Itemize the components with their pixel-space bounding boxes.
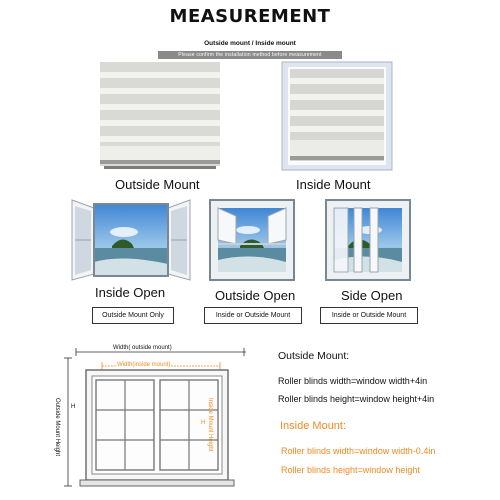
- outside-mount-width-rule: Roller blinds width=window width+4in: [278, 376, 428, 386]
- inside-open-window-illustration: [72, 198, 190, 280]
- window-open-label-side: Side Open: [341, 288, 403, 303]
- inside-mount-blind-illustration: [282, 62, 392, 170]
- width-outside-label: Width( outside mount): [113, 345, 172, 351]
- outside-mount-spec-heading: Outside Mount:: [278, 350, 350, 362]
- outside-open-window-illustration: [210, 200, 294, 280]
- inside-mount-spec-heading: Inside Mount:: [280, 420, 347, 432]
- height-outside-label: Outside Mount Height: [54, 398, 60, 457]
- page-title: MEASUREMENT: [169, 6, 331, 27]
- mount-compat-badge-inside-open: Outside Mount Only: [92, 307, 174, 324]
- height-marker-inside: H: [201, 420, 206, 426]
- mount-subtitle: Outside mount / Inside mount: [204, 40, 296, 47]
- window-open-label-outside: Outside Open: [215, 288, 296, 303]
- side-open-window-illustration: [326, 200, 410, 280]
- mount-compat-badge-side-open: Inside or Outside Mount: [320, 307, 418, 324]
- height-marker-outside: H: [71, 404, 76, 410]
- inside-mount-label: Inside Mount: [296, 177, 371, 192]
- outside-mount-height-rule: Roller blinds height=window height+4in: [278, 394, 435, 404]
- outside-mount-blind-illustration: [100, 62, 220, 170]
- height-inside-label: Inside Mount Height: [207, 398, 213, 452]
- outside-mount-label: Outside Mount: [115, 177, 200, 192]
- installation-note: Please confirm the installation method before measurement: [158, 51, 342, 59]
- window-open-label-inside: Inside Open: [95, 285, 166, 300]
- mount-compat-badge-outside-open: Inside or Outside Mount: [204, 307, 302, 324]
- inside-mount-height-rule: Roller blinds height=window height: [281, 465, 420, 475]
- width-inside-label: Width(inside mount): [117, 362, 171, 368]
- inside-mount-width-rule: Roller blinds width=window width-0.4in: [281, 446, 436, 456]
